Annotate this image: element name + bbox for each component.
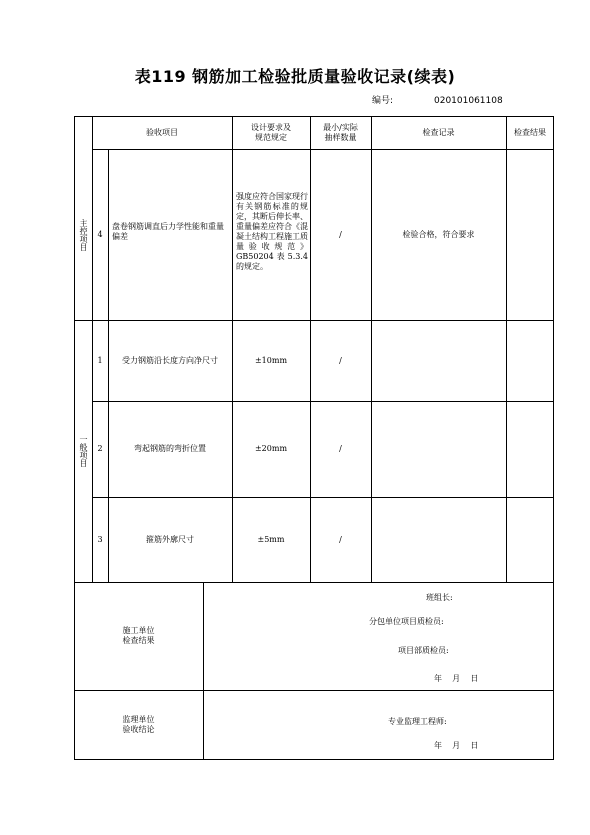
row-number: 4	[97, 229, 103, 239]
row-item-name: 弯起钢筋的弯折位置	[134, 444, 206, 453]
row-item-name: 箍筋外廓尺寸	[146, 534, 194, 544]
row-item-name: 受力钢筋沿长度方向净尺寸	[122, 355, 218, 365]
row-requirement: 强度应符合国家现行有关钢筋标准的规定，其断后伸长率、重量偏差应符合《混凝土结构工程施工质量验收规范》GB50204表5.3.4的规定。	[236, 192, 308, 271]
header-sample: 最小/实际 抽样数量	[323, 122, 358, 142]
row-result	[506, 401, 554, 497]
signoff-column-line	[203, 582, 204, 760]
row-sample: /	[339, 229, 342, 239]
supervision-engineer-signature: 专业监理工程师:	[388, 717, 447, 726]
team-leader-signature: 班组长:	[426, 593, 453, 602]
row-record: 检验合格，符合要求	[402, 229, 475, 239]
main-group-label: 主控项目	[79, 218, 88, 251]
row-requirement: ±10mm	[254, 355, 288, 365]
row-record	[371, 497, 506, 582]
header-requirement: 设计要求及 规范规定	[251, 122, 291, 142]
row-result	[506, 320, 554, 401]
row-number: 1	[97, 355, 103, 365]
row-result	[506, 497, 554, 582]
row-item-name: 盘卷钢筋调直后力学性能和重量偏差	[112, 222, 224, 241]
project-inspector-signature: 项目部质检员:	[398, 646, 449, 655]
header-result: 检查结果	[514, 127, 546, 137]
general-group-label: 一般项目	[79, 435, 88, 467]
header-item: 验收项目	[146, 127, 178, 137]
row-number: 2	[97, 444, 103, 453]
supervision-date: 年 月 日	[434, 741, 479, 750]
page-title: 表119 钢筋加工检验批质量验收记录(续表)	[134, 67, 456, 86]
sub-inspector-signature: 分包单位项目质检员:	[369, 617, 444, 626]
row-sample: /	[339, 355, 342, 365]
row-record	[371, 320, 506, 401]
header-record: 检查记录	[422, 127, 455, 137]
record-number-label: 编号:	[372, 96, 394, 106]
construction-unit-label: 施工单位 检查结果	[122, 626, 155, 645]
row-requirement: ±5mm	[257, 534, 285, 544]
row-sample: /	[339, 444, 342, 453]
row-requirement: ±20mm	[254, 444, 288, 453]
record-number	[372, 93, 503, 106]
row-number: 3	[97, 534, 103, 544]
row-sample: /	[339, 534, 342, 544]
row-record	[371, 401, 506, 497]
supervision-unit-label: 监理单位 验收结论	[122, 715, 155, 734]
construction-date: 年 月 日	[434, 674, 479, 683]
row-result	[506, 149, 554, 320]
record-number-value: 020101061108	[434, 96, 503, 106]
